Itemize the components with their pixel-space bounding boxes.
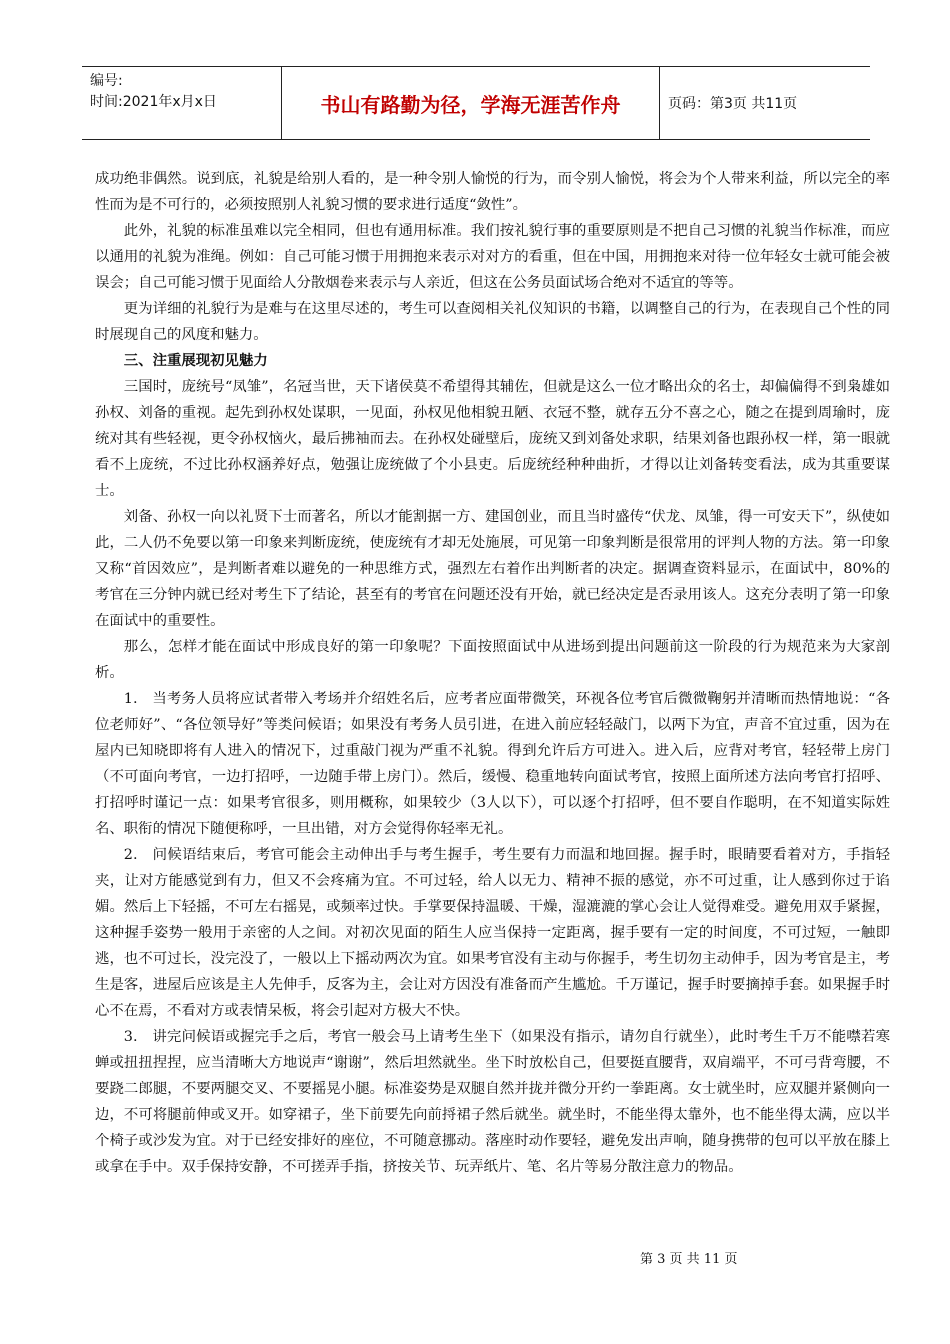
list-item: 3. 讲完问候语或握完手之后，考官一般会马上请考生坐下（如果没有指示，请勿自行就坐），此时考生千万不能噤若寒蝉或扭扭捏捏，应当清晰大方地说声“谢谢”，然后坦然就坐。坐下时放松自己，但要挺直腰背，双肩端平，不可弓背弯腰，不要跷二郎腿，不要两腿交叉、不要摇晃小腿。标准姿势是双腿自然并拢并微分开约一拳距离。女士就坐时，应双腿并紧侧向一边，不可将腿前伸或叉开。如穿裙子，坐下前要先向前捋裙子然后就坐。就坐时，不能坐得太靠外，也不能坐得太满，应以半个椅子或沙发为宜。对于已经安排好的座位，不可随意挪动。落座时动作要轻，避免发出声响，随身携带的包可以平放在膝上或拿在手中。双手保持安静，不可搓弄手指，挤按关节、玩弄纸片、笔、名片等易分散注意力的物品。 [95,1029,890,1175]
number-label: 编号: [90,73,123,89]
page-header [82,66,870,140]
paragraph: 此外，礼貌的标准虽难以完全相同，但也有通用标准。我们按礼貌行事的重要原则是不把自己习惯的礼貌当作标准，而应以通用的礼貌为准绳。例如：自己可能习惯于用拥抱来表示对对方的看重，但在中国，用拥抱来对待一位年轻女士就可能会被误会；自己可能习惯于见面给人分散烟卷来表示与人亲近，但这在公务员面试场合绝对不适宜的等等。 [95,223,890,291]
paragraph: 更为详细的礼貌行为是难与在这里尽述的，考生可以查阅相关礼仪知识的书籍，以调整自己的行为，在表现自己个性的同时展现自己的风度和魅力。 [95,301,890,343]
section-heading: 三、注重展现初见魅力 [123,353,268,369]
time-label: 时间:2021年x月x日 [90,94,217,110]
list-item: 1. 当考务人员将应试者带入考场并介绍姓名后，应考者应面带微笑，环视各位考官后微微鞠躬并清晰而热情地说：“各位老师好”、“各位领导好”等类问候语；如果没有考务人员引进，在进入前应轻轻敲门，以两下为宜，声音不宜过重，因为在屋内已知晓即将有人进入的情况下，过重敲门视为严重不礼貌。得到允许后方可进入。进入后，应背对考官，轻轻带上房门（不可面向考官，一边打招呼，一边随手带上房门）。然后，缓慢、稳重地转向面试考官，按照上面所述方法向考官打招呼、打招呼时谨记一点：如果考官很多，则用概称，如果较少（3人以下），可以逐个打招呼，但不要自作聪明，在不知道实际姓名、职衔的情况下随便称呼，一旦出错，对方会觉得你轻率无礼。 [95,691,890,837]
paragraph: 成功绝非偶然。说到底，礼貌是给别人看的，是一种令别人愉悦的行为，而令别人愉悦，将会为个人带来利益，所以完全的率性而为是不可行的，必须按照别人礼貌习惯的要求进行适度“敛性”。 [95,171,890,213]
header-page-info: 页码：第3页 共11页 [668,96,798,112]
paragraph: 那么，怎样才能在面试中形成良好的第一印象呢？下面按照面试中从进场到提出问题前这一阶段的行为规范来为大家剖析。 [95,639,890,681]
paragraph: 三国时，庞统号“凤雏”，名冠当世，天下诸侯莫不希望得其辅佐，但就是这么一位才略出众的名士，却偏偏得不到枭雄如孙权、刘备的重视。起先到孙权处谋职，一见面，孙权见他相貌丑陋、衣冠不整，就存五分不喜之心，随之在提到周瑜时，庞统对其有些轻视，更令孙权恼火，最后拂袖而去。在孙权处碰壁后，庞统又到刘备处求职，结果刘备也跟孙权一样，第一眼就看不上庞统，不过比孙权涵养好点，勉强让庞统做了个小县吏。后庞统经种种曲折，才得以让刘备转变看法，成为其重要谋士。 [95,379,890,499]
header-motto: 书山有路勤为径，学海无涯苦作舟 [282,67,660,139]
list-item: 2. 问候语结束后，考官可能会主动伸出手与考生握手，考生要有力而温和地回握。握手时，眼睛要看着对方，手指轻夹，让对方能感觉到有力，但又不会疼痛为宜。不可过轻，给人以无力、精神不振的感觉，亦不可过重，让人感到你过于谄媚。然后上下轻摇，不可左右摇晃，或频率过快。手掌要保持温暖、干燥，湿漉漉的掌心会让人觉得难受。避免用双手紧握，这种握手姿势一般用于亲密的人之间。对初次见面的陌生人应当保持一定距离，握手要有一定的时间度，不可过短，一触即逃，也不可过长，没完没了，一般以上下摇动两次为宜。如果考官没有主动与你握手，考生切勿主动伸手，因为考官是主，考生是客，进屋后应该是主人先伸手，反客为主，会让对方因没有准备而产生尴尬。千万谨记，握手时要摘掉手套。如果握手时心不在焉，不看对方或表情呆板，将会引起对方极大不快。 [95,847,890,1019]
paragraph: 刘备、孙权一向以礼贤下士而著名，所以才能割据一方、建国创业，而且当时盛传“伏龙、凤雏，得一可安天下”，纵使如此，二人仍不免要以第一印象来判断庞统，使庞统有才却无处施展，可见第一印象判断是很常用的评判人物的方法。第一印象又称“首因效应”，是判断者难以避免的一种思维方式，强烈左右着作出判断者的决定。据调查资料显示，在面试中，80%的考官在三分钟内就已经对考生下了结论，甚至有的考官在问题还没有开始，就已经决定是否录用该人。这充分表明了第一印象在面试中的重要性。 [95,509,891,629]
page-footer: 第 3 页 共 11 页 [640,1252,738,1267]
document-body [95,166,890,1180]
header-meta [82,67,282,139]
